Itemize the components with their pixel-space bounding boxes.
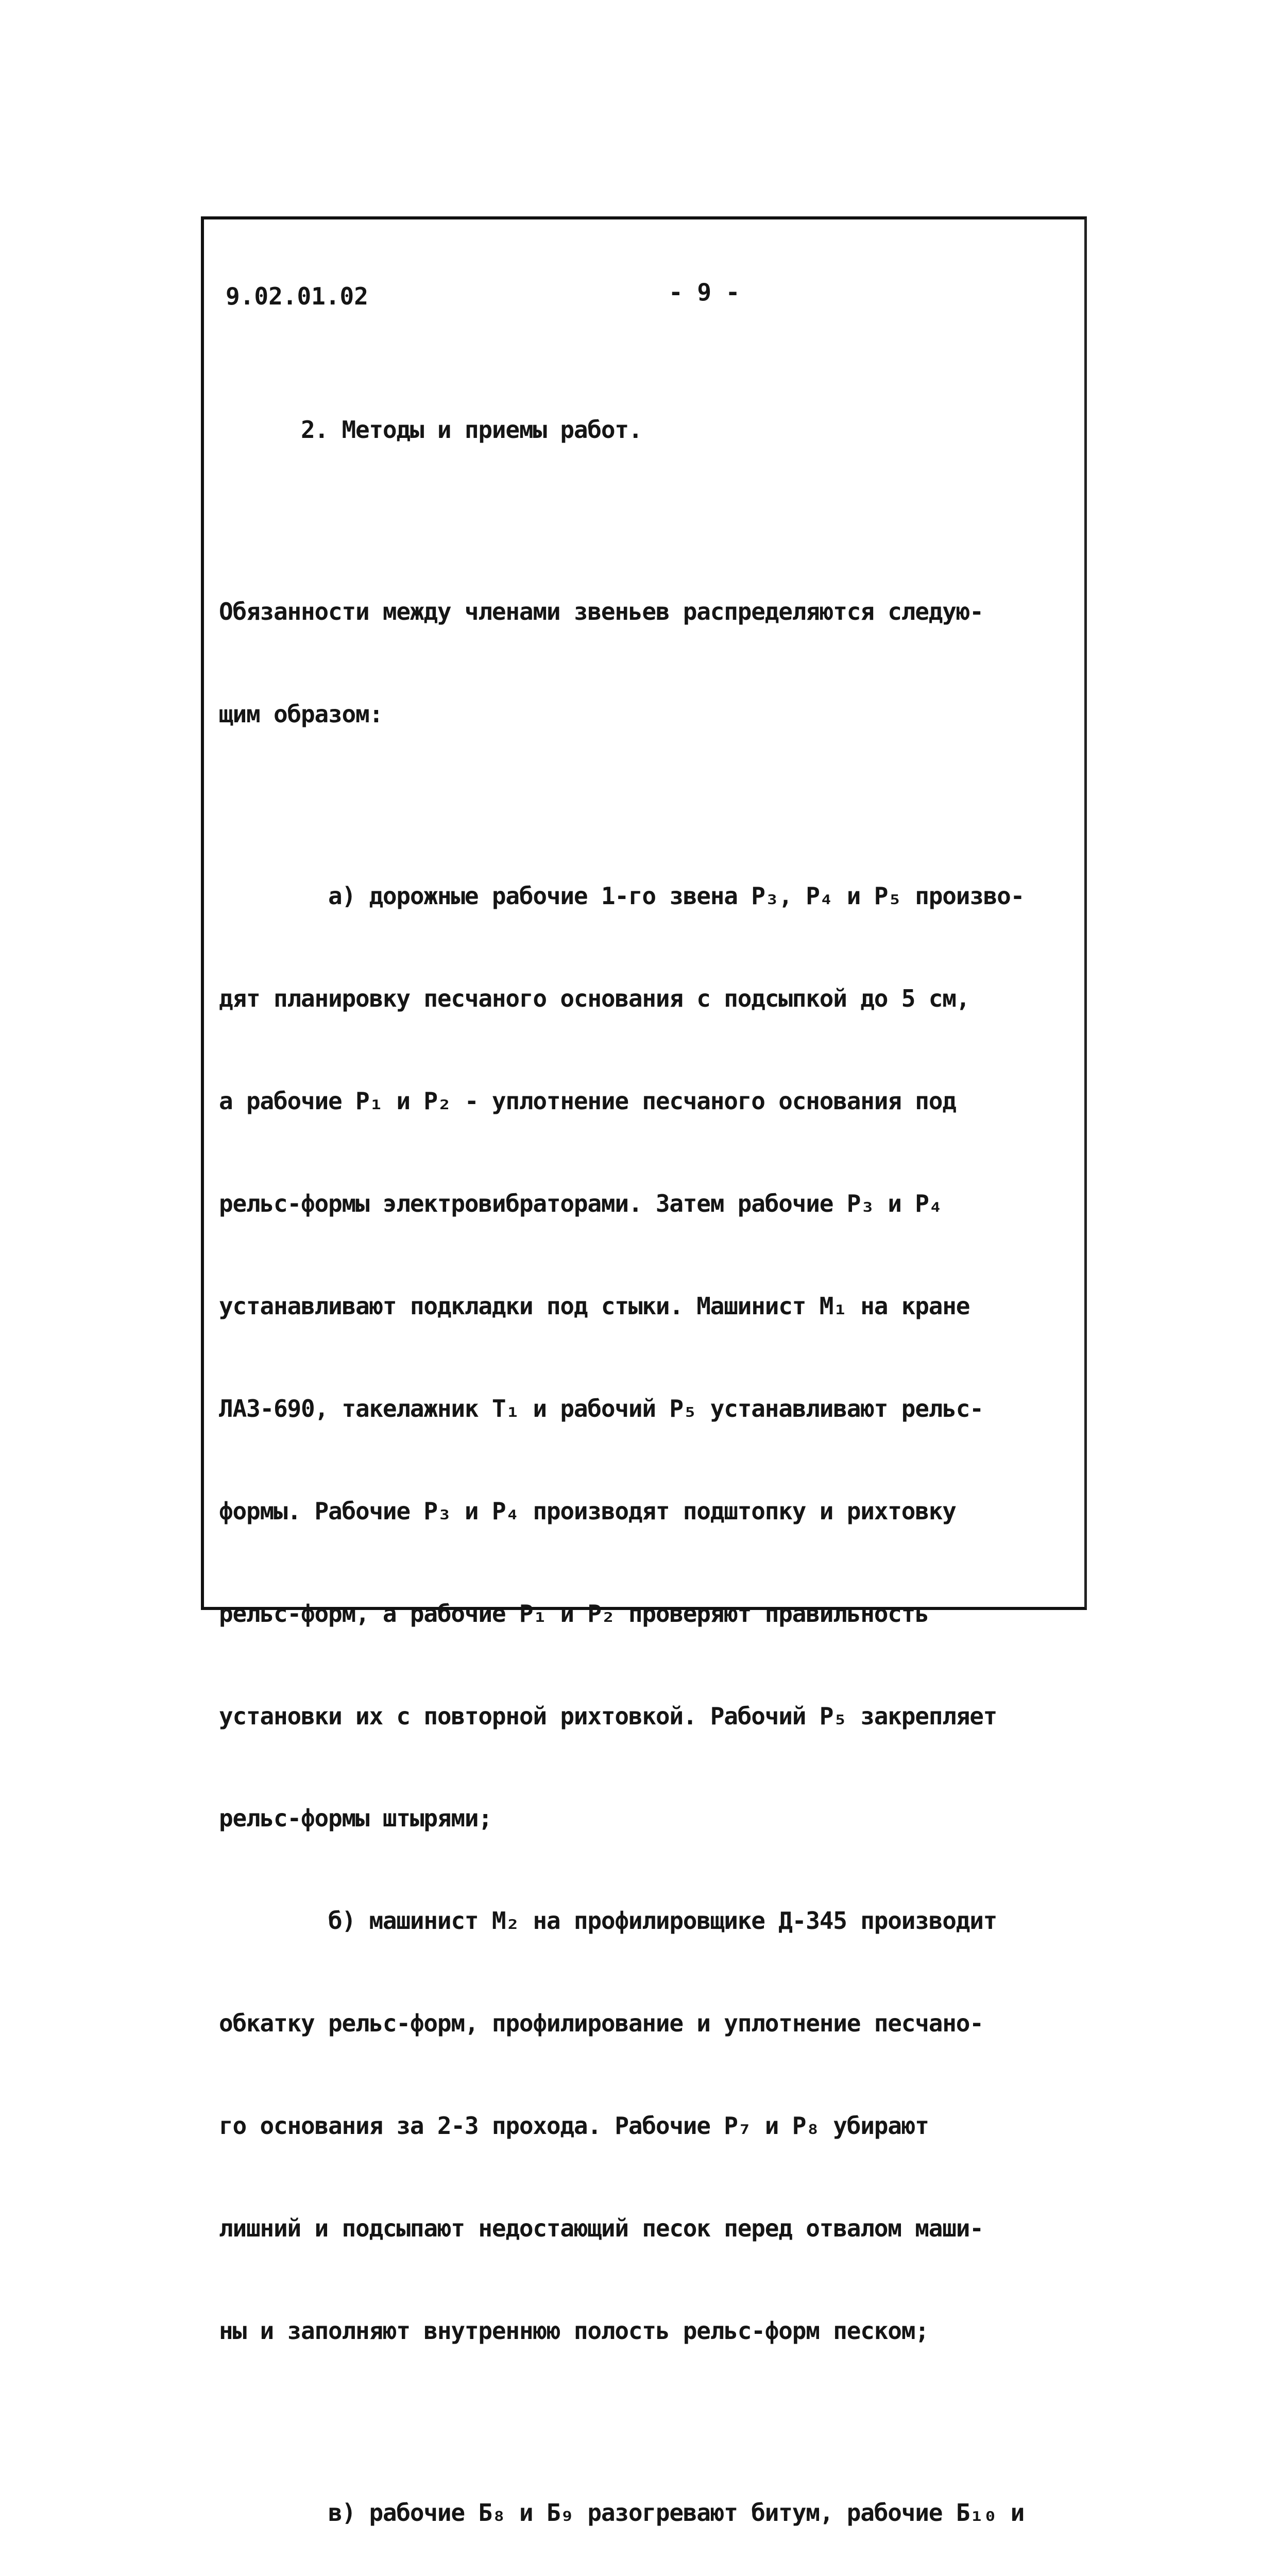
text-line: щим образом: [219, 700, 383, 728]
text-line: рельс-форм, а рабочие Р₁ и Р₂ проверяют правильность [219, 1599, 929, 1628]
document-number: 9.02.01.02 [226, 282, 368, 310]
text-line: 2. Методы и приемы работ. [219, 415, 642, 444]
text-line: формы. Рабочие Р₃ и Р₄ производят подштопку и рихтовку [219, 1497, 956, 1525]
text-line: рельс-формы электровибраторами. Затем рабочие Р₃ и Р₄ [219, 1190, 943, 1218]
text-line: устанавливают подкладки под стыки. Машинист М₁ на кране [219, 1292, 970, 1320]
text-line: обкатку рельс-форм, профилирование и уплотнение песчано- [219, 2009, 983, 2038]
text-line: а рабочие Р₁ и Р₂ - уплотнение песчаного основания под [219, 1087, 956, 1115]
text-line: б) машинист М₂ на профилировщике Д-345 производит [219, 1907, 997, 1935]
text-line: установки их с повторной рихтовкой. Рабочий Р₅ закрепляет [219, 1702, 997, 1730]
page-number: - 9 - [669, 278, 740, 306]
text-line: лишний и подсыпают недостающий песок перед отвалом маши- [219, 2214, 983, 2243]
text-line: ны и заполняют внутреннюю полость рельс-форм песком; [219, 2316, 929, 2345]
text-line: ЛАЗ-690, такелажник Т₁ и рабочий Р₅ устанавливают рельс- [219, 1394, 983, 1422]
text-line: дят планировку песчаного основания с подсыпкой до 5 см, [219, 985, 970, 1013]
text-line: Обязанности между членами звеньев распределяются следую- [219, 598, 983, 626]
document-body [219, 344, 1084, 2576]
text-line: го основания за 2-3 прохода. Рабочие Р₇ и Р₈ убирают [219, 2112, 929, 2140]
text-line: в) рабочие Б₈ и Б₉ разогревают битум, рабочие Б₁₀ и [219, 2499, 1025, 2527]
text-line: а) дорожные рабочие 1-го звена Р₃, Р₄ и Р₅ произво- [219, 882, 1025, 910]
text-line: рельс-формы штырями; [219, 1804, 492, 1833]
